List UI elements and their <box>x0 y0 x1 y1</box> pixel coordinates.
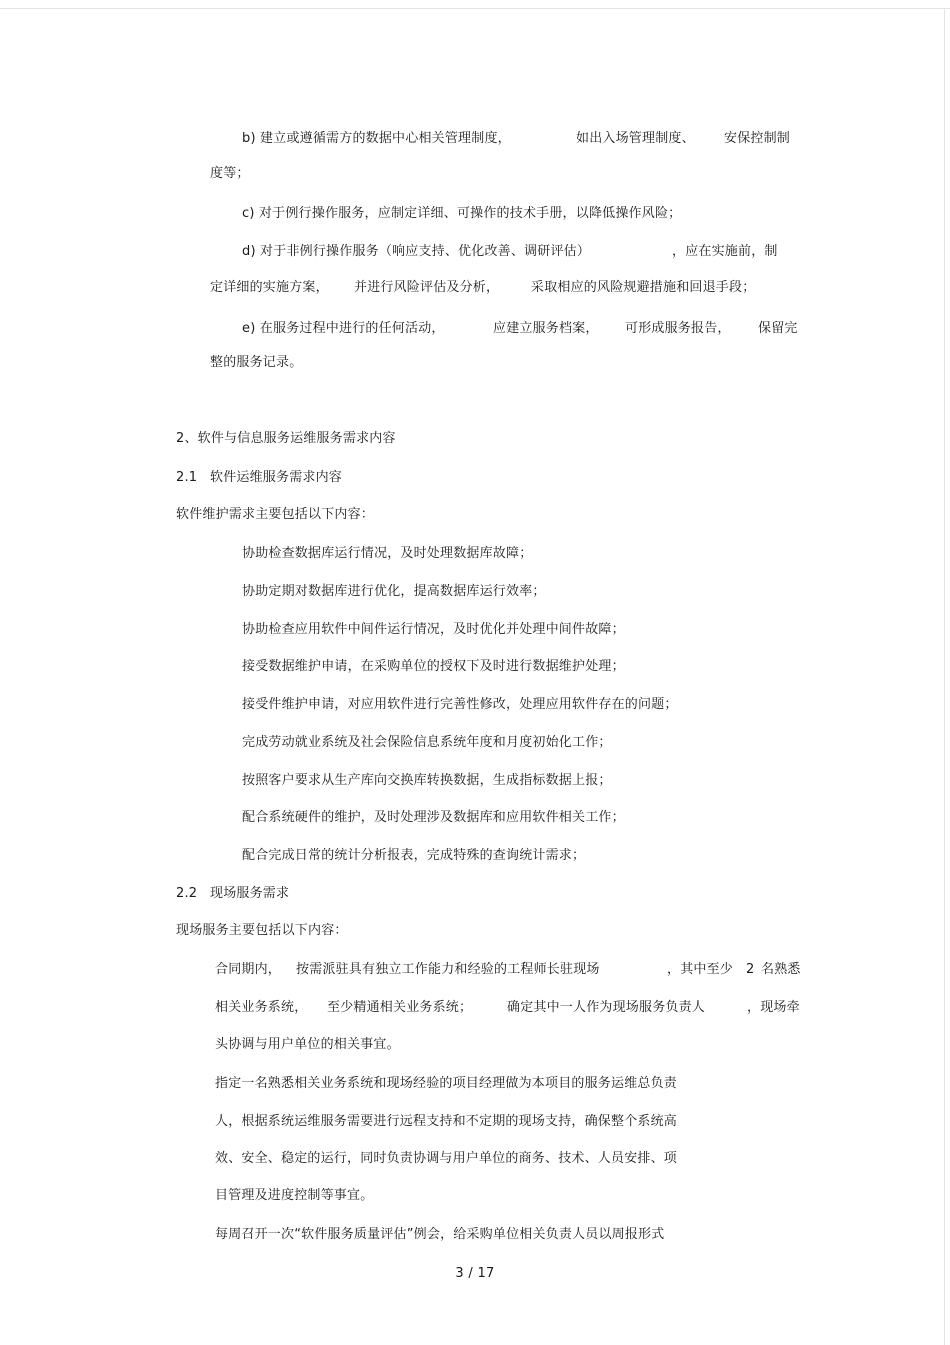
onsite-p1-line3: 头协调与用户单位的相关事宜。 <box>215 1037 400 1052</box>
para-c: c) 对于例行操作服务，应制定详细、可操作的技术手册，以降低操作风险； <box>242 206 682 221</box>
onsite-intro: 现场服务主要包括以下内容： <box>176 923 348 938</box>
para-b-line1-part1: b) 建立或遵循需方的数据中心相关管理制度， <box>242 131 511 146</box>
onsite-p2-line4: 目管理及进度控制等事宜。 <box>215 1188 374 1203</box>
list-item: 完成劳动就业系统及社会保险信息系统年度和月度初始化工作； <box>242 735 612 750</box>
para-d-line2-part1: 定详细的实施方案， <box>210 280 329 295</box>
section2-2-title: 现场服务需求 <box>210 886 290 901</box>
para-d-line2-part2: 并进行风险评估及分析， <box>354 280 500 295</box>
para-d-line2-part3: 采取相应的风险规避措施和回退手段； <box>531 280 756 295</box>
para-e-line1-part3: 可形成服务报告， <box>625 321 731 336</box>
para-e-line2: 整的服务记录。 <box>210 355 303 370</box>
section2-2-number: 2.2 <box>176 886 198 901</box>
onsite-p1-line1-part2: 按需派驻具有独立工作能力和经验的工程师长驻现场 <box>296 962 600 977</box>
onsite-p2-line2: 人，根据系统运维服务需要进行远程支持和不定期的现场支持，确保整个系统高 <box>215 1114 678 1129</box>
onsite-p1-line2-part4: ，现场牵 <box>747 1000 800 1015</box>
page-right-border <box>944 8 945 1345</box>
list-item: 按照客户要求从生产库向交换库转换数据，生成指标数据上报； <box>242 773 612 788</box>
onsite-p1-line2-part1: 相关业务系统， <box>215 1000 308 1015</box>
onsite-p3-line1: 每周召开一次“软件服务质量评估”例会，给采购单位相关负责人员以周报形式 <box>215 1227 665 1242</box>
section2-heading: 2、软件与信息服务运维服务需求内容 <box>176 431 396 446</box>
para-b-line1-part3: 安保控制制 <box>724 131 791 146</box>
onsite-p1-line1-part4: 2 <box>746 962 755 977</box>
list-item: 协助检查数据库运行情况，及时处理数据库故障； <box>242 546 533 561</box>
list-item: 配合系统硬件的维护，及时处理涉及数据库和应用软件相关工作； <box>242 810 625 825</box>
list-item: 接受件维护申请，对应用软件进行完善性修改，处理应用软件存在的问题； <box>242 697 678 712</box>
para-b-line2: 度等； <box>210 166 250 181</box>
onsite-p2-line1: 指定一名熟悉相关业务系统和现场经验的项目经理做为本项目的服务运维总负责 <box>215 1076 678 1091</box>
para-e-line1-part4: 保留完 <box>758 321 798 336</box>
onsite-p1-line1-part1: 合同期内， <box>215 962 282 977</box>
maintenance-intro: 软件维护需求主要包括以下内容： <box>176 507 375 522</box>
list-item: 协助检查应用软件中间件运行情况，及时优化并处理中间件故障； <box>242 622 625 637</box>
list-item: 协助定期对数据库进行优化，提高数据库运行效率； <box>242 584 546 599</box>
para-b-line1-part2: 如出入场管理制度、 <box>576 131 695 146</box>
page-number: 3 / 17 <box>455 1266 495 1281</box>
page-top-border <box>0 8 950 9</box>
para-d-line1-part1: d) 对于非例行操作服务（响应支持、优化改善、调研评估） <box>242 244 591 259</box>
onsite-p2-line3: 效、安全、稳定的运行，同时负责协调与用户单位的商务、技术、人员安排、项 <box>215 1151 678 1166</box>
para-e-line1-part1: e) 在服务过程中进行的任何活动， <box>242 321 445 336</box>
para-e-line1-part2: 应建立服务档案， <box>493 321 599 336</box>
section2-1-number: 2.1 <box>176 470 198 485</box>
onsite-p1-line2-part3: 确定其中一人作为现场服务负责人 <box>507 1000 706 1015</box>
onsite-p1-line1-part5: 名熟悉 <box>761 962 801 977</box>
onsite-p1-line2-part2: 至少精通相关业务系统； <box>327 1000 473 1015</box>
list-item: 配合完成日常的统计分析报表，完成特殊的查询统计需求； <box>242 848 586 863</box>
list-item: 接受数据维护申请，在采购单位的授权下及时进行数据维护处理； <box>242 659 625 674</box>
section2-1-title: 软件运维服务需求内容 <box>210 470 343 485</box>
para-d-line1-part2: ，应在实施前，制 <box>672 244 778 259</box>
onsite-p1-line1-part3: ，其中至少 <box>667 962 734 977</box>
